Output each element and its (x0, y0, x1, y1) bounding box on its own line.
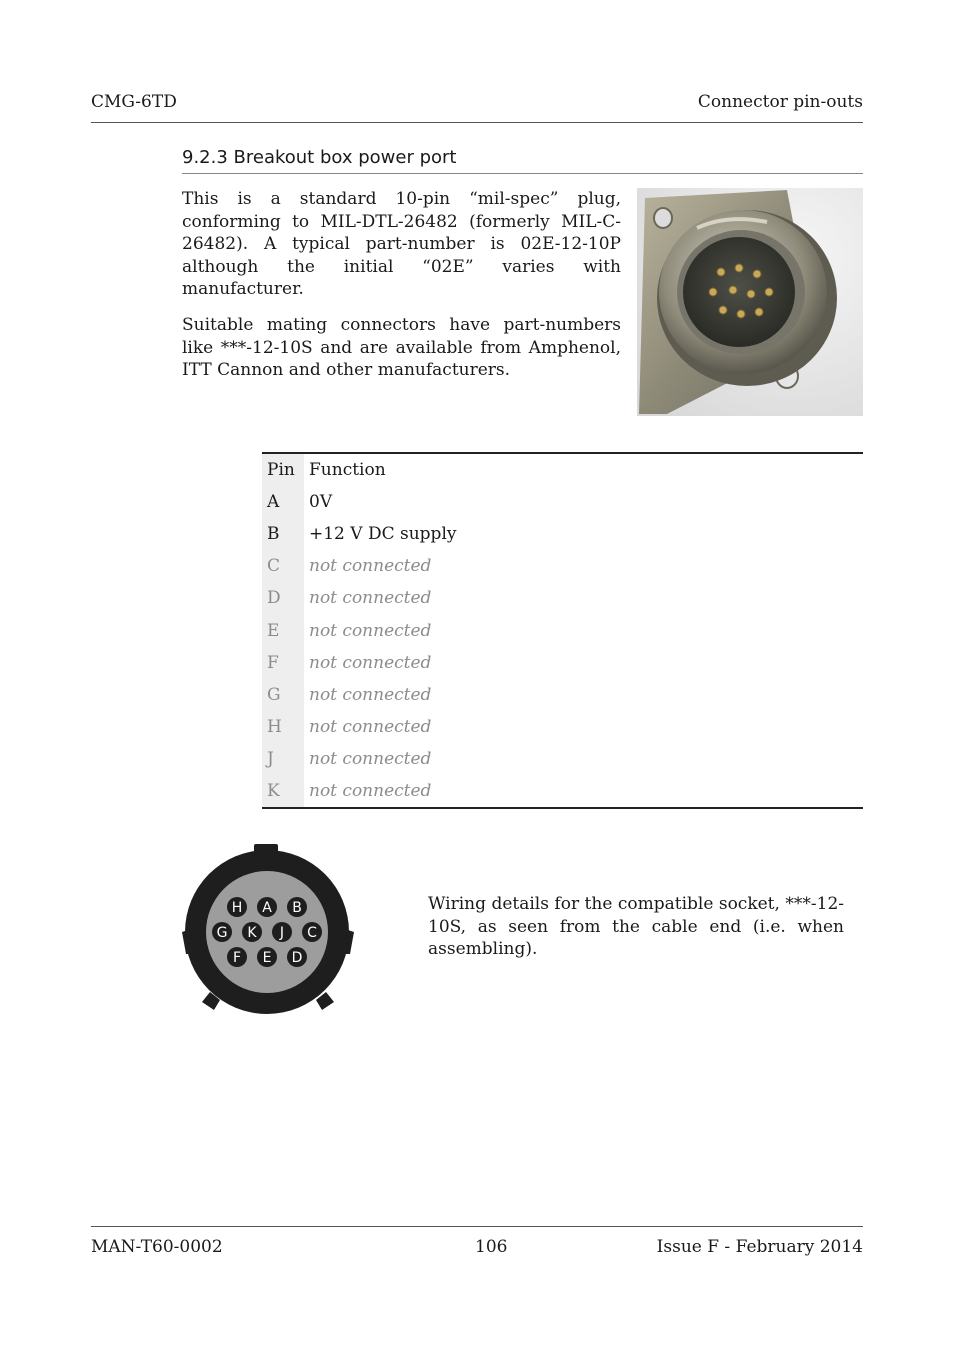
pin-label-h: H (231, 900, 243, 916)
table-row (262, 647, 863, 679)
page-footer (91, 1226, 863, 1257)
function-cell: not connected (309, 684, 432, 705)
pin-cell: B (262, 518, 304, 550)
table-row (262, 743, 863, 775)
table-row (262, 486, 863, 518)
section-title: 9.2.3 Breakout box power port (182, 147, 863, 174)
pin-cell: C (262, 550, 304, 582)
socket-pinout-diagram (180, 842, 356, 1014)
pin-cell: E (262, 614, 304, 646)
function-cell: not connected (309, 556, 432, 577)
table-row (262, 582, 863, 614)
page-header (91, 90, 863, 123)
pin-label-a: A (262, 900, 272, 916)
intro-paragraph-1: This is a standard 10-pin “mil-spec” plug, conforming to MIL-DTL-26482 (formerly MIL-C-26482). A typical part-number is 02E-12-10P although the initial “02E” varies with manufacturer. (182, 189, 621, 300)
column-header-function: Function (309, 460, 386, 481)
header-product: CMG-6TD (91, 92, 177, 112)
pin-cell: D (262, 582, 304, 614)
table-row (262, 518, 863, 550)
function-cell: not connected (309, 620, 432, 641)
footer-issue: Issue F - February 2014 (656, 1237, 863, 1257)
pin-label-j: J (279, 925, 285, 941)
pin-label-d: D (291, 950, 303, 966)
function-cell: +12 V DC supply (309, 524, 457, 545)
connector-photo (637, 188, 863, 416)
footer-page-number: 106 (475, 1237, 508, 1257)
table-header-row (262, 453, 863, 486)
intro-paragraph-2: Suitable mating connectors have part-numbers like ***-12-10S and are available from Amphenol, ITT Cannon and other manufacturers. (182, 314, 621, 381)
table-row (262, 711, 863, 743)
intro-text (182, 188, 621, 395)
header-chapter: Connector pin-outs (697, 92, 863, 112)
pin-cell: A (262, 486, 304, 518)
pin-label-f: F (232, 950, 242, 966)
pin-cell: F (262, 647, 304, 679)
function-cell: not connected (309, 652, 432, 673)
function-cell: 0V (309, 492, 333, 513)
function-cell: not connected (309, 780, 432, 801)
pin-cell: J (262, 743, 304, 775)
table-row (262, 614, 863, 646)
table-row (262, 679, 863, 711)
function-cell: not connected (309, 588, 432, 609)
socket-diagram (180, 842, 356, 1014)
pin-label-g: G (216, 925, 228, 941)
function-cell: not connected (309, 716, 432, 737)
socket-caption: Wiring details for the compatible socket, ***-12-10S, as seen from the cable end (i.e. when assembling). (428, 894, 844, 960)
connector-plug-image (637, 188, 863, 416)
footer-doc-number: MAN-T60-0002 (91, 1237, 223, 1257)
function-cell: not connected (309, 748, 432, 769)
pin-label-b: B (292, 900, 302, 916)
pin-cell: H (262, 711, 304, 743)
pin-label-k: K (247, 925, 257, 941)
pin-function-table (262, 452, 863, 809)
pin-cell: K (262, 775, 304, 808)
column-header-pin: Pin (262, 453, 304, 486)
table-row (262, 550, 863, 582)
pin-label-e: E (262, 950, 272, 966)
table-row (262, 775, 863, 808)
pin-cell: G (262, 679, 304, 711)
pin-label-c: C (307, 925, 317, 941)
